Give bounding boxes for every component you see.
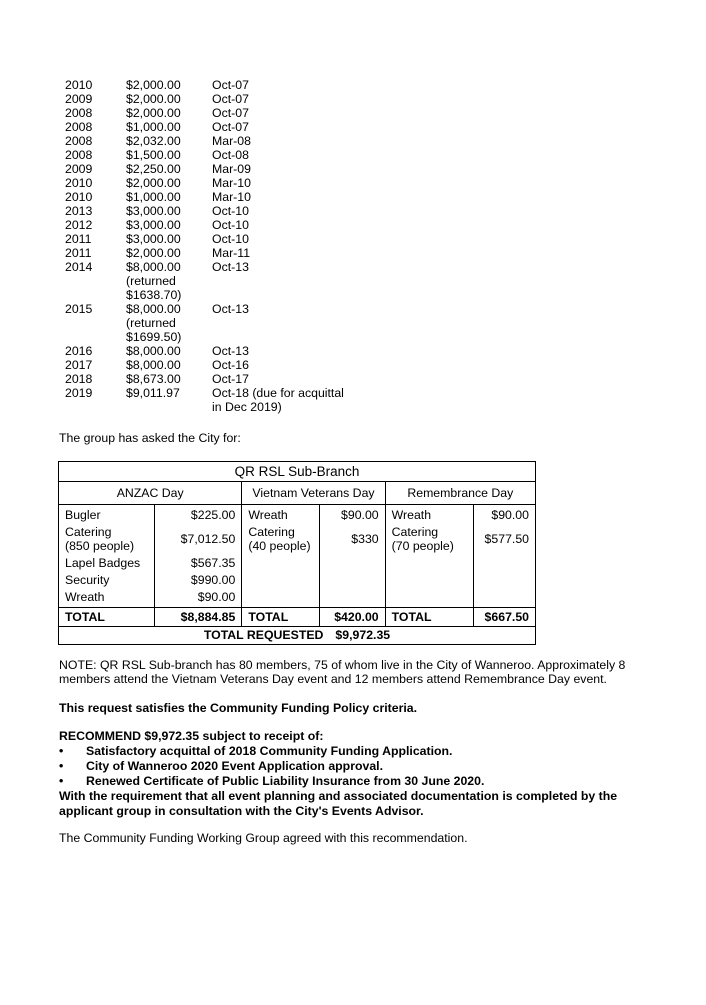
- history-date: Oct-17: [212, 372, 249, 386]
- history-amount: $2,000.00: [126, 78, 181, 92]
- history-row: [65, 246, 362, 260]
- history-year: 2013: [65, 204, 93, 218]
- history-year: 2019: [65, 386, 93, 400]
- column-header-remembrance: Remembrance Day: [385, 482, 535, 505]
- vietnam-amounts: [319, 505, 385, 608]
- condition-text: Satisfactory acquittal of 2018 Community Funding Application.: [86, 744, 453, 758]
- grand-total-row: [59, 627, 536, 645]
- history-amount: $3,000.00: [126, 232, 181, 246]
- vietnam-total-label: TOTAL: [242, 608, 319, 627]
- history-year: 2010: [65, 78, 93, 92]
- history-date: Mar-11: [212, 246, 251, 260]
- anzac-total-label: TOTAL: [59, 608, 155, 627]
- history-amount: $8,000.00: [126, 344, 181, 358]
- anzac-item: Bugler: [65, 508, 101, 522]
- anzac-amount: $90.00: [197, 590, 236, 604]
- anzac-item: Lapel Badges: [65, 556, 141, 570]
- bullet-icon: •: [59, 759, 64, 773]
- history-year: 2016: [65, 344, 93, 358]
- anzac-amounts: [155, 505, 242, 608]
- funding-history-list: [65, 78, 362, 414]
- history-year: 2009: [65, 162, 93, 176]
- anzac-item: Wreath: [65, 590, 105, 604]
- grand-total-label: TOTAL REQUESTED: [203, 628, 324, 642]
- recommendation-heading: RECOMMEND $9,972.35 subject to receipt of:: [59, 729, 324, 743]
- history-row: [65, 232, 362, 246]
- vietnam-amount: $90.00: [341, 508, 379, 522]
- vietnam-items: [242, 505, 319, 608]
- history-row: [65, 204, 362, 218]
- table-title: QR RSL Sub-Branch: [59, 462, 536, 482]
- anzac-amount: $567.35: [190, 556, 236, 570]
- history-year: 2009: [65, 92, 93, 106]
- history-year: 2008: [65, 106, 93, 120]
- history-amount: $3,000.00: [126, 218, 181, 232]
- column-header-vietnam: Vietnam Veterans Day: [242, 482, 385, 505]
- history-date: Mar-09: [212, 162, 251, 176]
- history-date: Oct-07: [212, 78, 249, 92]
- history-amount: $1,000.00: [126, 120, 181, 134]
- history-year: 2010: [65, 176, 93, 190]
- history-amount: $2,000.00: [126, 92, 181, 106]
- recommendation-requirement: With the requirement that all event planning and associated documentation is completed by the applicant group in consultation with the City's Events Advisor.: [59, 789, 618, 818]
- history-row: [65, 260, 362, 302]
- history-year: 2008: [65, 134, 93, 148]
- membership-note: NOTE: QR RSL Sub-branch has 80 members, 75 of whom live in the City of Wanneroo. Approximately 8 members attend the Vietnam Veterans Day event and 12 members attend Remembrance Day event.: [59, 658, 626, 686]
- history-amount: $1,000.00: [126, 190, 181, 204]
- anzac-amount: $7,012.50: [180, 532, 236, 546]
- history-row: [65, 386, 362, 414]
- history-date: Oct-10: [212, 232, 249, 246]
- history-row: [65, 106, 362, 120]
- remembrance-amount: $577.50: [484, 532, 529, 546]
- history-year: 2015: [65, 302, 93, 316]
- history-year: 2018: [65, 372, 93, 386]
- history-year: 2012: [65, 218, 93, 232]
- history-date: Oct-13: [212, 260, 249, 274]
- anzac-amount: $225.00: [190, 508, 236, 522]
- remembrance-item: Catering (70 people): [391, 525, 454, 553]
- condition-item: [59, 744, 659, 759]
- working-group-statement: The Community Funding Working Group agreed with this recommendation.: [59, 831, 468, 845]
- history-amount: $8,000.00: [126, 358, 181, 372]
- funding-request-table: [58, 461, 536, 645]
- recommendation-conditions: [59, 744, 659, 789]
- history-date: Oct-07: [212, 106, 249, 120]
- history-amount: $8,000.00 (returned $1699.50): [126, 302, 182, 344]
- history-amount: $2,000.00: [126, 246, 181, 260]
- history-row: [65, 190, 362, 204]
- history-amount: $1,500.00: [126, 148, 181, 162]
- history-year: 2011: [65, 232, 92, 246]
- remembrance-total-label: TOTAL: [385, 608, 473, 627]
- history-year: 2008: [65, 120, 93, 134]
- history-date: Oct-10: [212, 204, 249, 218]
- anzac-amount: $990.00: [190, 573, 236, 587]
- history-year: 2017: [65, 358, 93, 372]
- column-header-anzac: ANZAC Day: [59, 482, 242, 505]
- history-row: [65, 120, 362, 134]
- vietnam-item: Wreath: [248, 508, 288, 522]
- history-row: [65, 162, 362, 176]
- anzac-items: [59, 505, 155, 608]
- remembrance-total: $667.50: [473, 608, 535, 627]
- history-date: Oct-10: [212, 218, 249, 232]
- condition-text: Renewed Certificate of Public Liability Insurance from 30 June 2020.: [86, 774, 485, 788]
- history-row: [65, 372, 362, 386]
- vietnam-amount: $330: [351, 532, 379, 546]
- remembrance-amount: $90.00: [491, 508, 529, 522]
- remembrance-amounts: [473, 505, 535, 608]
- history-row: [65, 218, 362, 232]
- vietnam-total: $420.00: [319, 608, 385, 627]
- remembrance-items: [385, 505, 473, 608]
- bullet-icon: •: [59, 774, 64, 788]
- history-date: Oct-07: [212, 120, 249, 134]
- history-date: Mar-10: [212, 176, 251, 190]
- policy-statement: This request satisfies the Community Funding Policy criteria.: [59, 701, 418, 715]
- grand-total-value: $9,972.35: [335, 628, 391, 642]
- condition-text: City of Wanneroo 2020 Event Application approval.: [86, 759, 383, 773]
- recommendation: [59, 729, 659, 819]
- history-date: Oct-18 (due for acquittal in Dec 2019): [212, 386, 344, 414]
- history-amount: $2,000.00: [126, 176, 181, 190]
- history-row: [65, 302, 362, 344]
- request-intro: The group has asked the City for:: [59, 431, 241, 445]
- history-amount: $2,032.00: [126, 134, 181, 148]
- condition-item: [59, 774, 659, 789]
- history-year: 2008: [65, 148, 93, 162]
- history-row: [65, 344, 362, 358]
- history-amount: $3,000.00: [126, 204, 181, 218]
- remembrance-item: Wreath: [391, 508, 432, 522]
- history-date: Oct-16: [212, 358, 249, 372]
- history-row: [65, 148, 362, 162]
- vietnam-item: Catering (40 people): [248, 525, 311, 553]
- anzac-item: Catering (850 people): [65, 525, 135, 553]
- history-year: 2011: [65, 246, 92, 260]
- history-amount: $2,250.00: [126, 162, 181, 176]
- history-amount: $8,000.00 (returned $1638.70): [126, 260, 182, 302]
- history-date: Oct-07: [212, 92, 249, 106]
- bullet-icon: •: [59, 744, 64, 758]
- history-date: Mar-08: [212, 134, 251, 148]
- history-date: Oct-13: [212, 344, 249, 358]
- history-year: 2014: [65, 260, 93, 274]
- history-amount: $2,000.00: [126, 106, 181, 120]
- anzac-total: $8,884.85: [155, 608, 242, 627]
- history-amount: $8,673.00: [126, 372, 181, 386]
- condition-item: [59, 759, 659, 774]
- history-row: [65, 92, 362, 106]
- history-row: [65, 78, 362, 92]
- history-amount: $9,011.97: [126, 386, 180, 400]
- history-date: Oct-13: [212, 302, 249, 316]
- history-row: [65, 176, 362, 190]
- anzac-item: Security: [65, 573, 110, 587]
- history-year: 2010: [65, 190, 93, 204]
- history-date: Oct-08: [212, 148, 249, 162]
- history-row: [65, 134, 362, 148]
- history-date: Mar-10: [212, 190, 251, 204]
- history-row: [65, 358, 362, 372]
